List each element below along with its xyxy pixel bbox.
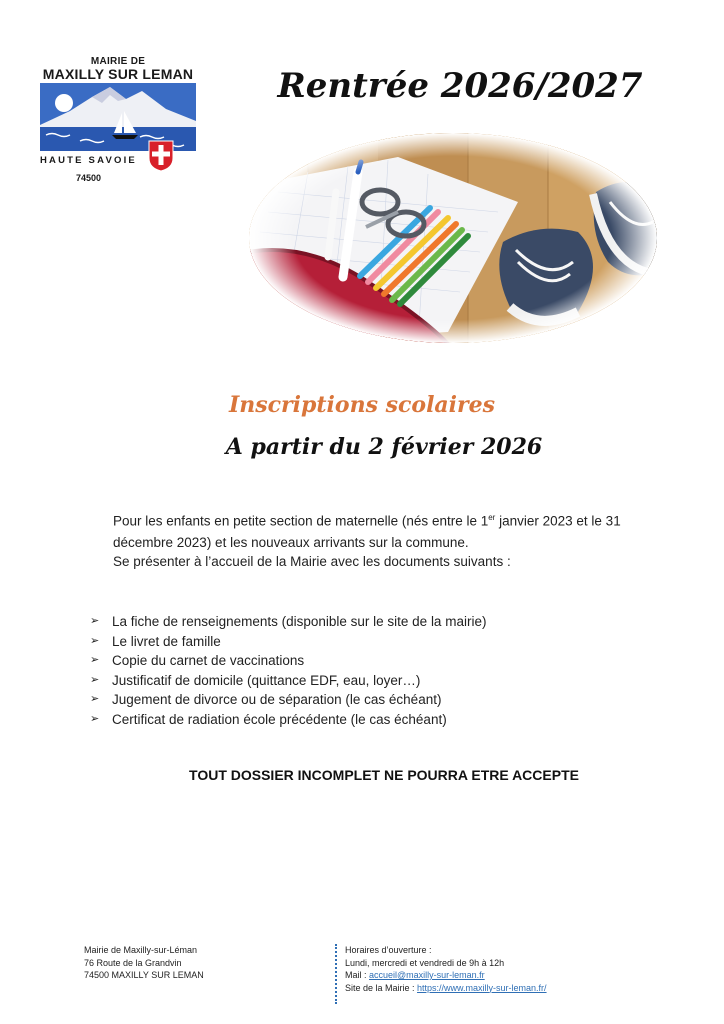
- site-link[interactable]: https://www.maxilly-sur-leman.fr/: [417, 982, 547, 993]
- footer-contact: [345, 944, 547, 994]
- site-line: [345, 982, 547, 995]
- footer-divider: [335, 944, 337, 1004]
- intro-part2: janvier 2023 et le 31 décembre 2023) et les nouveaux arrivants sur la commune.: [113, 513, 621, 550]
- mail-label: Mail :: [345, 970, 370, 980]
- incomplete-file-warning: TOUT DOSSIER INCOMPLET NE POURRA ETRE ACCEPTE: [189, 767, 579, 783]
- mail-line: [345, 969, 547, 982]
- documents-list: [90, 612, 486, 729]
- logo-postal-code: 74500: [76, 173, 102, 183]
- start-date: A partir du 2 février 2026: [225, 434, 543, 460]
- list-item: [90, 612, 486, 632]
- arrow-bullet-icon: ➢: [90, 693, 100, 705]
- document-label: Justificatif de domicile (quittance EDF, eau, loyer…): [112, 672, 421, 688]
- instruction-text: Se présenter à l’accueil de la Mairie avec les documents suivants :: [113, 554, 511, 569]
- document-label: Jugement de divorce ou de séparation (le cas échéant): [112, 692, 442, 707]
- intro-part1: Pour les enfants en petite section de maternelle (nés entre le 1: [113, 513, 489, 529]
- page-title: Rentrée 2026/2027: [277, 66, 643, 106]
- mail-link[interactable]: accueil@maxilly-sur-leman.fr: [369, 970, 485, 980]
- savoie-shield-icon: [148, 140, 174, 172]
- section-title: Inscriptions scolaires: [228, 392, 496, 418]
- list-item: [90, 710, 486, 730]
- list-item: [90, 651, 486, 671]
- logo-region: HAUTE SAVOIE: [40, 155, 137, 166]
- list-item: [90, 671, 486, 691]
- site-label: Site de la Mairie :: [345, 982, 418, 993]
- arrow-bullet-icon: ➢: [90, 673, 100, 686]
- arrow-bullet-icon: ➢: [90, 634, 100, 647]
- arrow-bullet-icon: ➢: [90, 654, 100, 666]
- list-item: [90, 632, 486, 652]
- arrow-bullet-icon: ➢: [90, 712, 100, 725]
- logo-mairie-de: MAIRIE DE: [90, 56, 146, 67]
- logo-commune-name: MAXILLY SUR LEMAN: [42, 66, 194, 82]
- document-label: La fiche de renseignements (disponible sur le site de la mairie): [112, 614, 487, 629]
- footer-address-line: 76 Route de la Grandvin: [84, 957, 182, 968]
- mairie-logo: [38, 52, 200, 192]
- footer-address-line: 74500 MAXILLY SUR LEMAN: [84, 970, 204, 980]
- hours-text: Lundi, mercredi et vendredi de 9h à 12h: [345, 957, 505, 968]
- document-label: Copie du carnet de vaccinations: [112, 653, 305, 668]
- intro-superscript: er: [488, 513, 496, 522]
- school-supplies-photo: [248, 132, 658, 344]
- arrow-bullet-icon: ➢: [90, 615, 100, 627]
- intro-paragraph: [113, 507, 653, 553]
- document-label: Certificat de radiation école précédente (le cas échéant): [112, 711, 447, 727]
- hours-label: Horaires d’ouverture :: [345, 945, 432, 955]
- list-item: [90, 690, 486, 710]
- footer-address-line: Mairie de Maxilly-sur-Léman: [84, 945, 198, 955]
- document-label: Le livret de famille: [112, 633, 221, 649]
- footer-address: [84, 944, 204, 982]
